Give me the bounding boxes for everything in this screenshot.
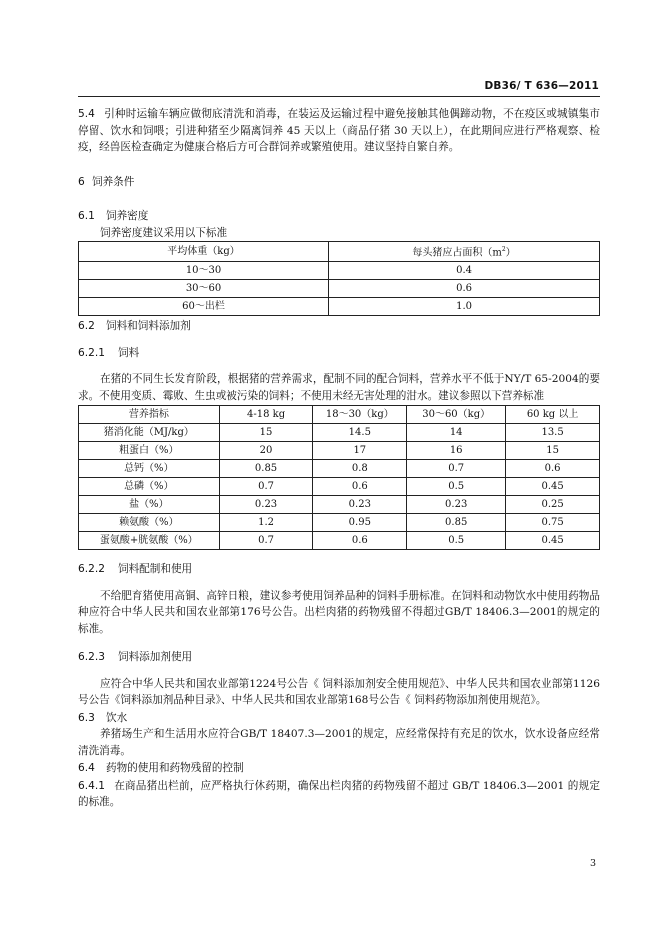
table-cell: 盐（%） [79, 496, 220, 514]
table-cell: 0.7 [219, 478, 313, 496]
table-header-cell: 4-18 kg [219, 406, 313, 424]
table-cell: 0.7 [219, 532, 313, 550]
section-6-1-heading [78, 208, 600, 225]
table-cell: 0.75 [506, 514, 600, 532]
table-cell: 60～出栏 [79, 298, 329, 316]
section-title: 饲料添加剂使用 [118, 651, 193, 664]
table-row [79, 280, 600, 298]
table-cell: 0.4 [329, 262, 600, 280]
page-content [78, 104, 600, 811]
table-cell: 13.5 [506, 424, 600, 442]
table-cell: 1.2 [219, 514, 313, 532]
table-cell: 猪消化能（MJ/kg） [79, 424, 220, 442]
section-5-4 [78, 106, 600, 156]
section-text: 在商品猪出栏前，应严格执行休药期，确保出栏肉猪的药物残留不超过 GB/T 18406.3—2001 的规定的标准。 [78, 779, 600, 809]
table-cell: 总磷（%） [79, 478, 220, 496]
table-cell: 1.0 [329, 298, 600, 316]
table-cell: 17 [313, 442, 407, 460]
table-row [79, 514, 600, 532]
density-table [78, 241, 600, 316]
section-6-2-2-heading [78, 561, 600, 578]
table-cell: 0.6 [506, 460, 600, 478]
section-6-2-2-text: 不给肥育猪使用高铜、高锌日粮，建议参考使用饲养品种的饲料手册标准。在饲料和动物饮水中使用药物品种应符合中华人民共和国农业部第176号公告。出栏肉猪的药物残留不得超过GB/T 18406.3—2001的规定的标准。 [78, 589, 600, 635]
table-cell: 30～60 [79, 280, 329, 298]
table-header-row [79, 242, 600, 262]
section-number: 6 [78, 175, 85, 188]
table-row [79, 442, 600, 460]
table-cell: 赖氨酸（%） [79, 514, 220, 532]
table-cell: 0.7 [407, 460, 506, 478]
table-cell: 0.23 [219, 496, 313, 514]
table-cell: 粗蛋白（%） [79, 442, 220, 460]
table-cell: 0.23 [407, 496, 506, 514]
section-title: 饮水 [106, 711, 128, 724]
section-6-2-1-text: 在猪的不同生长发育阶段，根据猪的营养需求，配制不同的配合饲料，营养水平不低于NY/T 65-2004的要求。不使用变质、霉败、生虫或被污染的饲料；不使用未经无害处理的泔水。建议参照以下营养标准 [78, 373, 600, 402]
section-title: 饲养条件 [92, 175, 135, 188]
table-cell: 10～30 [79, 262, 329, 280]
table-cell: 总钙（%） [79, 460, 220, 478]
table-cell: 16 [407, 442, 506, 460]
table-cell: 0.23 [313, 496, 407, 514]
table-cell: 0.25 [506, 496, 600, 514]
section-6-3-text: 养猪场生产和生活用水应符合GB/T 18407.3—2001的规定，应经常保持有充足的饮水，饮水设备应经常清洗消毒。 [78, 728, 600, 757]
section-title: 饲料和饲料添加剂 [106, 320, 191, 333]
nutrition-table [78, 405, 600, 550]
section-text: 引种时运输车辆应做彻底清洗和消毒，在装运及运输过程中避免接触其他偶蹄动物，不在疫区或城镇集市停留、饮水和饲喂；引进种猪至少隔离饲养 45 天以上（商品仔猪 30 天以上），在此期间应进行严格观察、检疫，经兽医检查确定为健康合格后方可合群饲养或繁殖使用。建议坚持自繁自养。 [78, 108, 600, 153]
table-row [79, 496, 600, 514]
section-6-2-3-heading [78, 649, 600, 666]
section-number: 6.4 [78, 762, 95, 775]
table-cell: 0.8 [313, 460, 407, 478]
section-number: 6.3 [78, 711, 95, 724]
table-cell: 0.6 [329, 280, 600, 298]
table-cell: 蛋氨酸+胱氨酸（%） [79, 532, 220, 550]
section-6-heading [78, 174, 600, 191]
header-rule [78, 96, 600, 97]
table-row [79, 298, 600, 316]
table-header-cell: 平均体重（kg） [79, 242, 329, 262]
table-header-cell: 18～30（kg） [313, 406, 407, 424]
table-cell: 15 [219, 424, 313, 442]
section-number: 6.4.1 [78, 779, 105, 792]
table-cell: 0.85 [407, 514, 506, 532]
section-title: 饲料配制和使用 [118, 563, 193, 576]
table-cell: 14 [407, 424, 506, 442]
section-number: 6.2 [78, 320, 95, 333]
section-6-3-heading [78, 710, 600, 727]
table-header-cell: 每头猪应占面积$(m^2)$ [329, 242, 600, 262]
section-6-2-3-text: 应符合中华人民共和国农业部第1224号公告《 饲料添加剂安全使用规范》、中华人民共和国农业部第1126号公告《饲料添加剂品种目录》、中华人民共和国农业部第168号公告《 饲料药物添加剂使用规范》。 [78, 677, 600, 707]
table-header-cell: 60 kg 以上 [506, 406, 600, 424]
table-cell: 20 [219, 442, 313, 460]
table-cell: 0.6 [313, 532, 407, 550]
section-number: 6.2.3 [78, 651, 105, 664]
section-6-4-1 [78, 778, 600, 811]
table-cell: 0.45 [506, 478, 600, 496]
table-row [79, 478, 600, 496]
section-6-2-1-heading [78, 345, 600, 362]
section-number: 5.4 [78, 108, 95, 120]
section-6-2-heading [78, 318, 600, 335]
section-title: 药物的使用和药物残留的控制 [106, 762, 244, 775]
table-cell: 15 [506, 442, 600, 460]
table-cell: 0.6 [313, 478, 407, 496]
table-header-cell: 营养指标 [79, 406, 220, 424]
table-row [79, 460, 600, 478]
density-intro: 饲养密度建议采用以下标准 [100, 226, 228, 239]
table-row [79, 424, 600, 442]
section-number: 6.1 [78, 210, 95, 222]
section-title: 饲料 [118, 346, 140, 359]
table-header-row [79, 406, 600, 424]
section-number: 6.2.1 [78, 346, 105, 359]
table-cell: 0.5 [407, 478, 506, 496]
table-cell: 0.95 [313, 514, 407, 532]
section-number: 6.2.2 [78, 563, 105, 576]
table-cell: 14.5 [313, 424, 407, 442]
table-cell: 0.5 [407, 532, 506, 550]
section-6-4-heading [78, 760, 600, 777]
standard-code-header: DB36/ T 636—2011 [484, 80, 599, 92]
table-row [79, 532, 600, 550]
section-title: 饲养密度 [106, 210, 149, 222]
table-row [79, 262, 600, 280]
table-header-cell: 30～60（kg） [407, 406, 506, 424]
table-cell: 0.85 [219, 460, 313, 478]
table-cell: 0.45 [506, 532, 600, 550]
page-number: 3 [589, 858, 596, 869]
